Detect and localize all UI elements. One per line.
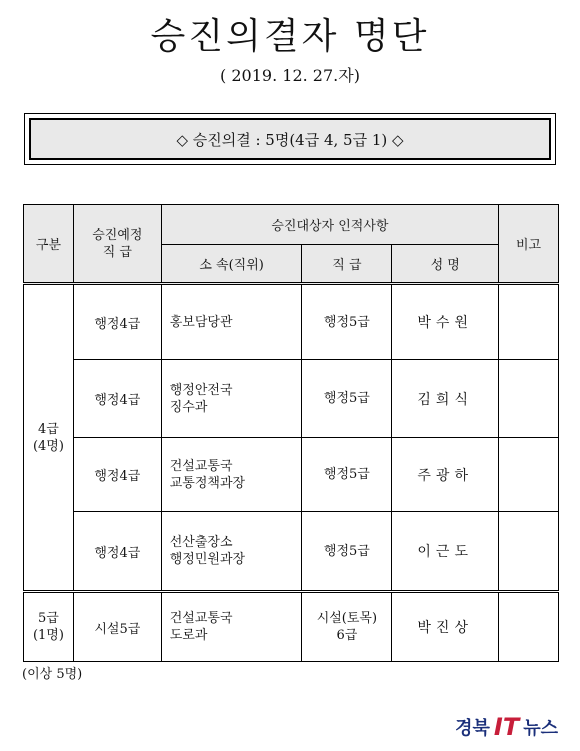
page-title: 승진의결자 명단 — [150, 16, 430, 57]
name-cell: 이근도 — [392, 512, 499, 592]
header-planned-grade: 승진예정 직 급 — [73, 205, 161, 284]
remarks-cell — [499, 284, 559, 360]
remarks-cell — [499, 592, 559, 662]
name-cell: 주광하 — [392, 438, 499, 512]
grade-cell: 행정5급 — [302, 512, 392, 592]
planned-grade-cell: 행정4급 — [73, 284, 161, 360]
affiliation-line: 건설교통국 — [169, 458, 233, 474]
table-row — [24, 592, 559, 662]
affiliation-line: 행정안전국 — [169, 382, 233, 398]
affiliation-line: 교통정책과장 — [169, 475, 246, 491]
summary-box — [24, 113, 556, 165]
affiliation-line: 징수과 — [169, 399, 208, 415]
name-cell: 김희식 — [392, 360, 499, 438]
affiliation-line: 건설교통국 — [169, 611, 233, 626]
remarks-cell — [499, 512, 559, 592]
grade-cell: 행정5급 — [302, 360, 392, 438]
header-division: 구분 — [24, 205, 74, 284]
header-candidate-info: 승진대상자 인적사항 — [161, 205, 498, 245]
logo-prefix: 경북 — [455, 718, 490, 739]
affiliation-cell — [161, 512, 302, 592]
table-row — [24, 360, 559, 438]
affiliation-line: 선산출장소 — [169, 535, 233, 550]
name-cell: 박수원 — [392, 284, 499, 360]
header-grade: 직 급 — [302, 245, 392, 284]
affiliation-line: 도로과 — [169, 628, 208, 643]
grade-cell: 행정5급 — [302, 284, 392, 360]
header-affiliation: 소 속(직위) — [161, 245, 302, 284]
table-row — [24, 512, 559, 592]
reference-date: ( 2019. 12. 27.자) — [220, 66, 360, 85]
grade-cell: 행정5급 — [302, 438, 392, 512]
planned-grade-cell: 시설5급 — [73, 592, 161, 662]
affiliation-cell — [161, 360, 302, 438]
affiliation-cell — [161, 284, 302, 360]
header-name: 성 명 — [392, 245, 499, 284]
planned-grade-cell: 행정4급 — [73, 512, 161, 592]
publisher-logo — [455, 713, 558, 741]
planned-grade-cell: 행정4급 — [73, 360, 161, 438]
header-remarks: 비고 — [499, 205, 559, 284]
table-row — [24, 438, 559, 512]
remarks-cell — [499, 438, 559, 512]
logo-it: IT — [493, 713, 520, 741]
division-cell: 5급 (1명) — [24, 592, 74, 662]
promotion-table — [23, 204, 559, 662]
name-cell: 박진상 — [392, 592, 499, 662]
logo-suffix: 뉴스 — [523, 718, 558, 739]
grade-cell: 시설(토목) 6급 — [302, 592, 392, 662]
affiliation-line: 행정민원과장 — [169, 552, 246, 567]
planned-grade-cell: 행정4급 — [73, 438, 161, 512]
affiliation-cell — [161, 592, 302, 662]
remarks-cell — [499, 360, 559, 438]
footnote: (이상 5명) — [22, 667, 83, 682]
affiliation-line: 홍보담당관 — [169, 314, 233, 330]
division-cell: 4급 (4명) — [24, 284, 74, 592]
affiliation-cell — [161, 438, 302, 512]
summary-text: ◇ 승진의결 : 5명(4급 4, 5급 1) ◇ — [29, 118, 551, 160]
table-row — [24, 284, 559, 360]
table-body — [24, 284, 559, 662]
